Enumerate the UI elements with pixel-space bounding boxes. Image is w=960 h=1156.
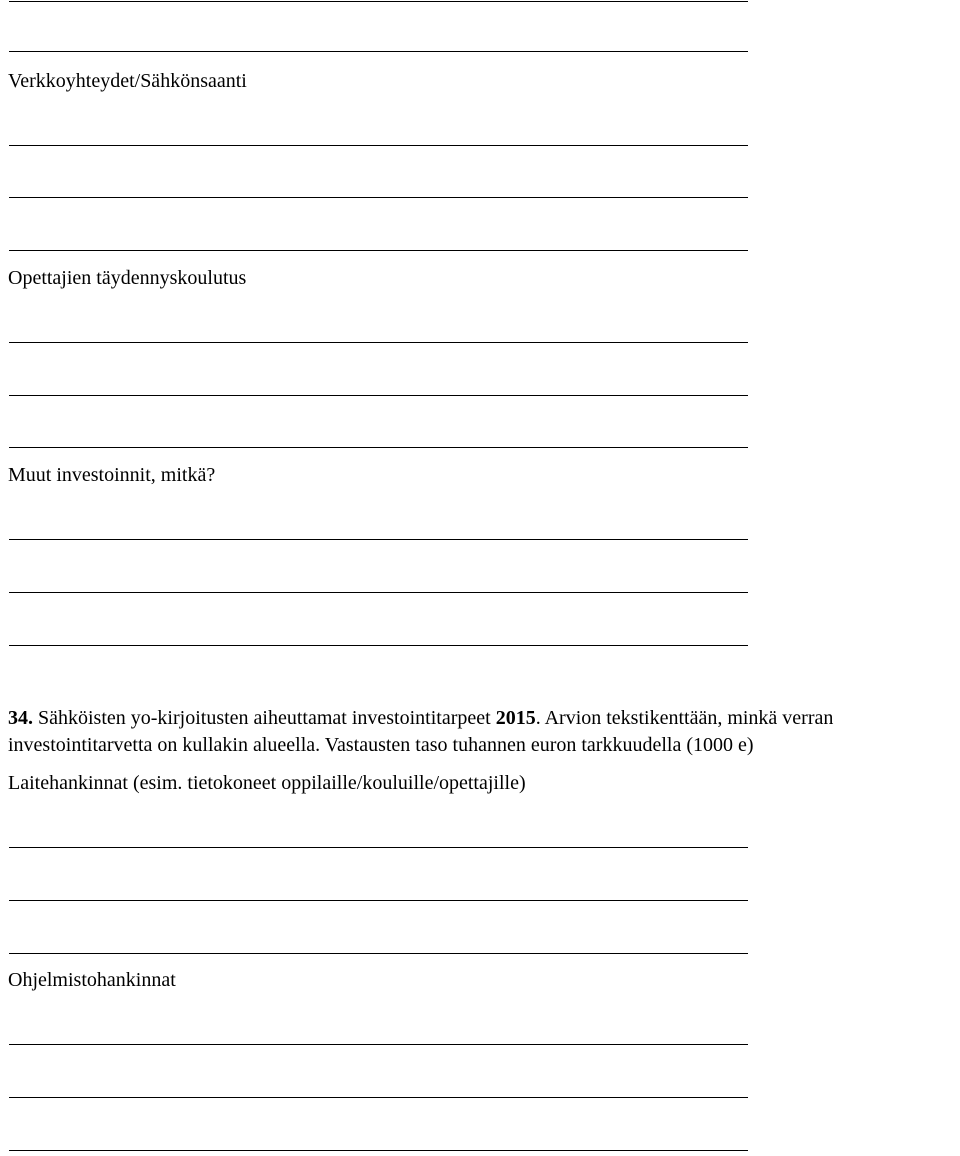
question-text-cont: . Arvion tekstikenttään, minkä verran [535, 707, 834, 729]
answer-line[interactable] [9, 1150, 748, 1151]
answer-line[interactable] [9, 197, 748, 198]
answer-line[interactable] [9, 645, 748, 646]
answer-line[interactable] [9, 592, 748, 593]
question-year: 2015 [495, 707, 536, 729]
answer-line[interactable] [9, 250, 748, 251]
answer-line[interactable] [9, 342, 748, 343]
answer-line[interactable] [9, 847, 748, 848]
answer-line[interactable] [9, 395, 748, 396]
answer-line[interactable] [9, 51, 748, 52]
question-34-line-1 [8, 705, 960, 732]
answer-line[interactable] [9, 447, 748, 448]
question-text: Sähköisten yo-kirjoitusten aiheuttamat investointitarpeet [33, 707, 496, 729]
answer-line[interactable] [9, 539, 748, 540]
answer-line[interactable] [9, 953, 748, 954]
section-label-ohjelmisto: Ohjelmistohankinnat [8, 969, 176, 991]
answer-line[interactable] [9, 1097, 748, 1098]
question-34-line-2: investointitarvetta on kullakin alueella. Vastausten taso tuhannen euron tarkkuudella (1000 e) [8, 734, 754, 756]
answer-line[interactable] [9, 1, 748, 2]
question-34 [8, 705, 960, 759]
section-label-laitehankinnat: Laitehankinnat (esim. tietokoneet oppilaille/kouluille/opettajille) [8, 772, 526, 794]
section-label-muut: Muut investoinnit, mitkä? [8, 464, 216, 486]
answer-line[interactable] [9, 145, 748, 146]
section-label-verkkoyhteydet: Verkkoyhteydet/Sähkönsaanti [8, 70, 247, 92]
section-label-opettajien: Opettajien täydennyskoulutus [8, 267, 247, 289]
question-number: 34. [8, 707, 33, 729]
answer-line[interactable] [9, 1044, 748, 1045]
answer-line[interactable] [9, 900, 748, 901]
